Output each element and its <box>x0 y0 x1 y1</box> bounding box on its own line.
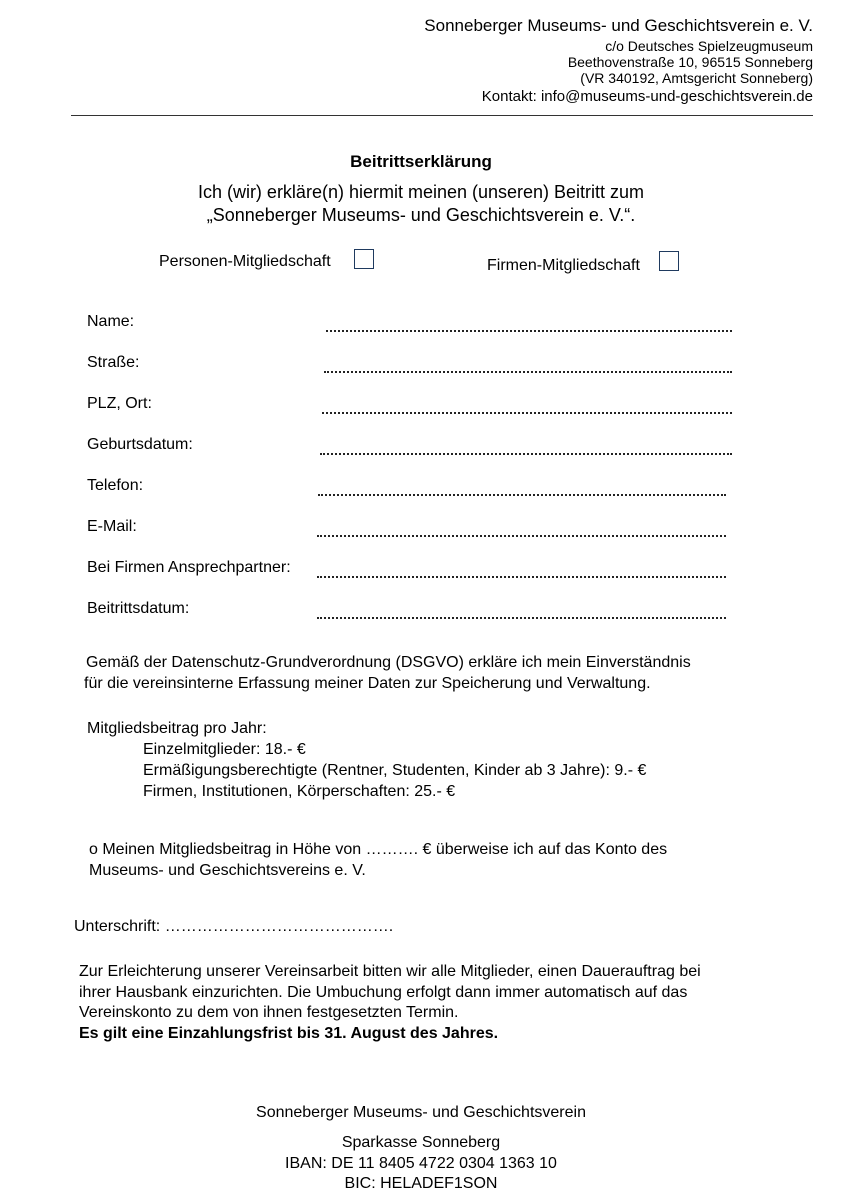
header-co: c/o Deutsches Spielzeugmuseum <box>605 38 813 54</box>
field-label: Straße: <box>87 354 140 371</box>
field-label: Name: <box>87 313 135 330</box>
fee-item: Firmen, Institutionen, Körperschaften: 25.- € <box>143 783 456 800</box>
fee-item: Ermäßigungsberechtigte (Rentner, Studenten, Kinder ab 3 Jahre): 9.- € <box>143 762 647 779</box>
fees-title: Mitgliedsbeitrag pro Jahr: <box>87 720 267 737</box>
company-membership-label: Firmen-Mitgliedschaft <box>487 257 640 274</box>
footer-iban: IBAN: DE 11 8405 4722 0304 1363 10 <box>285 1155 557 1172</box>
field-input-line[interactable] <box>318 494 726 496</box>
field-label: Bei Firmen Ansprechpartner: <box>87 559 291 576</box>
company-membership-checkbox[interactable] <box>659 251 679 271</box>
fee-item: Einzelmitglieder: 18.- € <box>143 741 306 758</box>
field-input-line[interactable] <box>322 412 732 414</box>
deadline-note: Es gilt eine Einzahlungsfrist bis 31. August des Jahres. <box>79 1025 499 1042</box>
field-label: Geburtsdatum: <box>87 436 193 453</box>
header-contact: Kontakt: info@museums-und-geschichtsverein.de <box>481 88 813 105</box>
gdpr-line-2: für die vereinsinterne Erfassung meiner Daten zur Speicherung und Verwaltung. <box>84 675 651 692</box>
gdpr-line-1: Gemäß der Datenschutz-Grundverordnung (DSGVO) erkläre ich mein Einverständnis <box>86 654 691 671</box>
intro-line-2: „Sonneberger Museums- und Geschichtsverein e. V.“. <box>206 205 636 225</box>
field-input-line[interactable] <box>317 576 726 578</box>
field-label: Beitrittsdatum: <box>87 600 190 617</box>
footer-org: Sonneberger Museums- und Geschichtsverein <box>256 1104 586 1121</box>
person-membership-label: Personen-Mitgliedschaft <box>159 253 331 270</box>
signature-field[interactable]: Unterschrift: ……………………………………. <box>74 918 394 935</box>
transfer-line-2: Museums- und Geschichtsvereins e. V. <box>89 862 366 879</box>
field-label: Telefon: <box>87 477 144 494</box>
field-input-line[interactable] <box>326 330 732 332</box>
page-title: Beitrittserklärung <box>350 152 492 171</box>
person-membership-checkbox[interactable] <box>354 249 374 269</box>
field-input-line[interactable] <box>317 535 726 537</box>
transfer-line-1: o Meinen Mitgliedsbeitrag in Höhe von ………. € überweise ich auf das Konto des <box>89 841 668 858</box>
note-line-3: Vereinskonto zu dem von ihnen festgesetzten Termin. <box>79 1004 459 1021</box>
field-input-line[interactable] <box>324 371 732 373</box>
header-org: Sonneberger Museums- und Geschichtsverein e. V. <box>424 16 813 35</box>
field-label: E-Mail: <box>87 518 137 535</box>
header-street: Beethovenstraße 10, 96515 Sonneberg <box>567 54 813 70</box>
footer-bank: Sparkasse Sonneberg <box>341 1134 501 1151</box>
field-input-line[interactable] <box>320 453 732 455</box>
intro-line-1: Ich (wir) erkläre(n) hiermit meinen (unseren) Beitritt zum <box>197 182 645 202</box>
footer-bic: BIC: HELADEF1SON <box>344 1175 498 1192</box>
header-divider <box>71 115 813 116</box>
note-line-2: ihrer Hausbank einzurichten. Die Umbuchung erfolgt dann immer automatisch auf das <box>79 984 688 1001</box>
header-register: (VR 340192, Amtsgericht Sonneberg) <box>580 70 813 86</box>
field-input-line[interactable] <box>317 617 726 619</box>
field-label: PLZ, Ort: <box>87 395 152 412</box>
note-line-1: Zur Erleichterung unserer Vereinsarbeit bitten wir alle Mitglieder, einen Dauerauftrag bei <box>79 963 701 980</box>
